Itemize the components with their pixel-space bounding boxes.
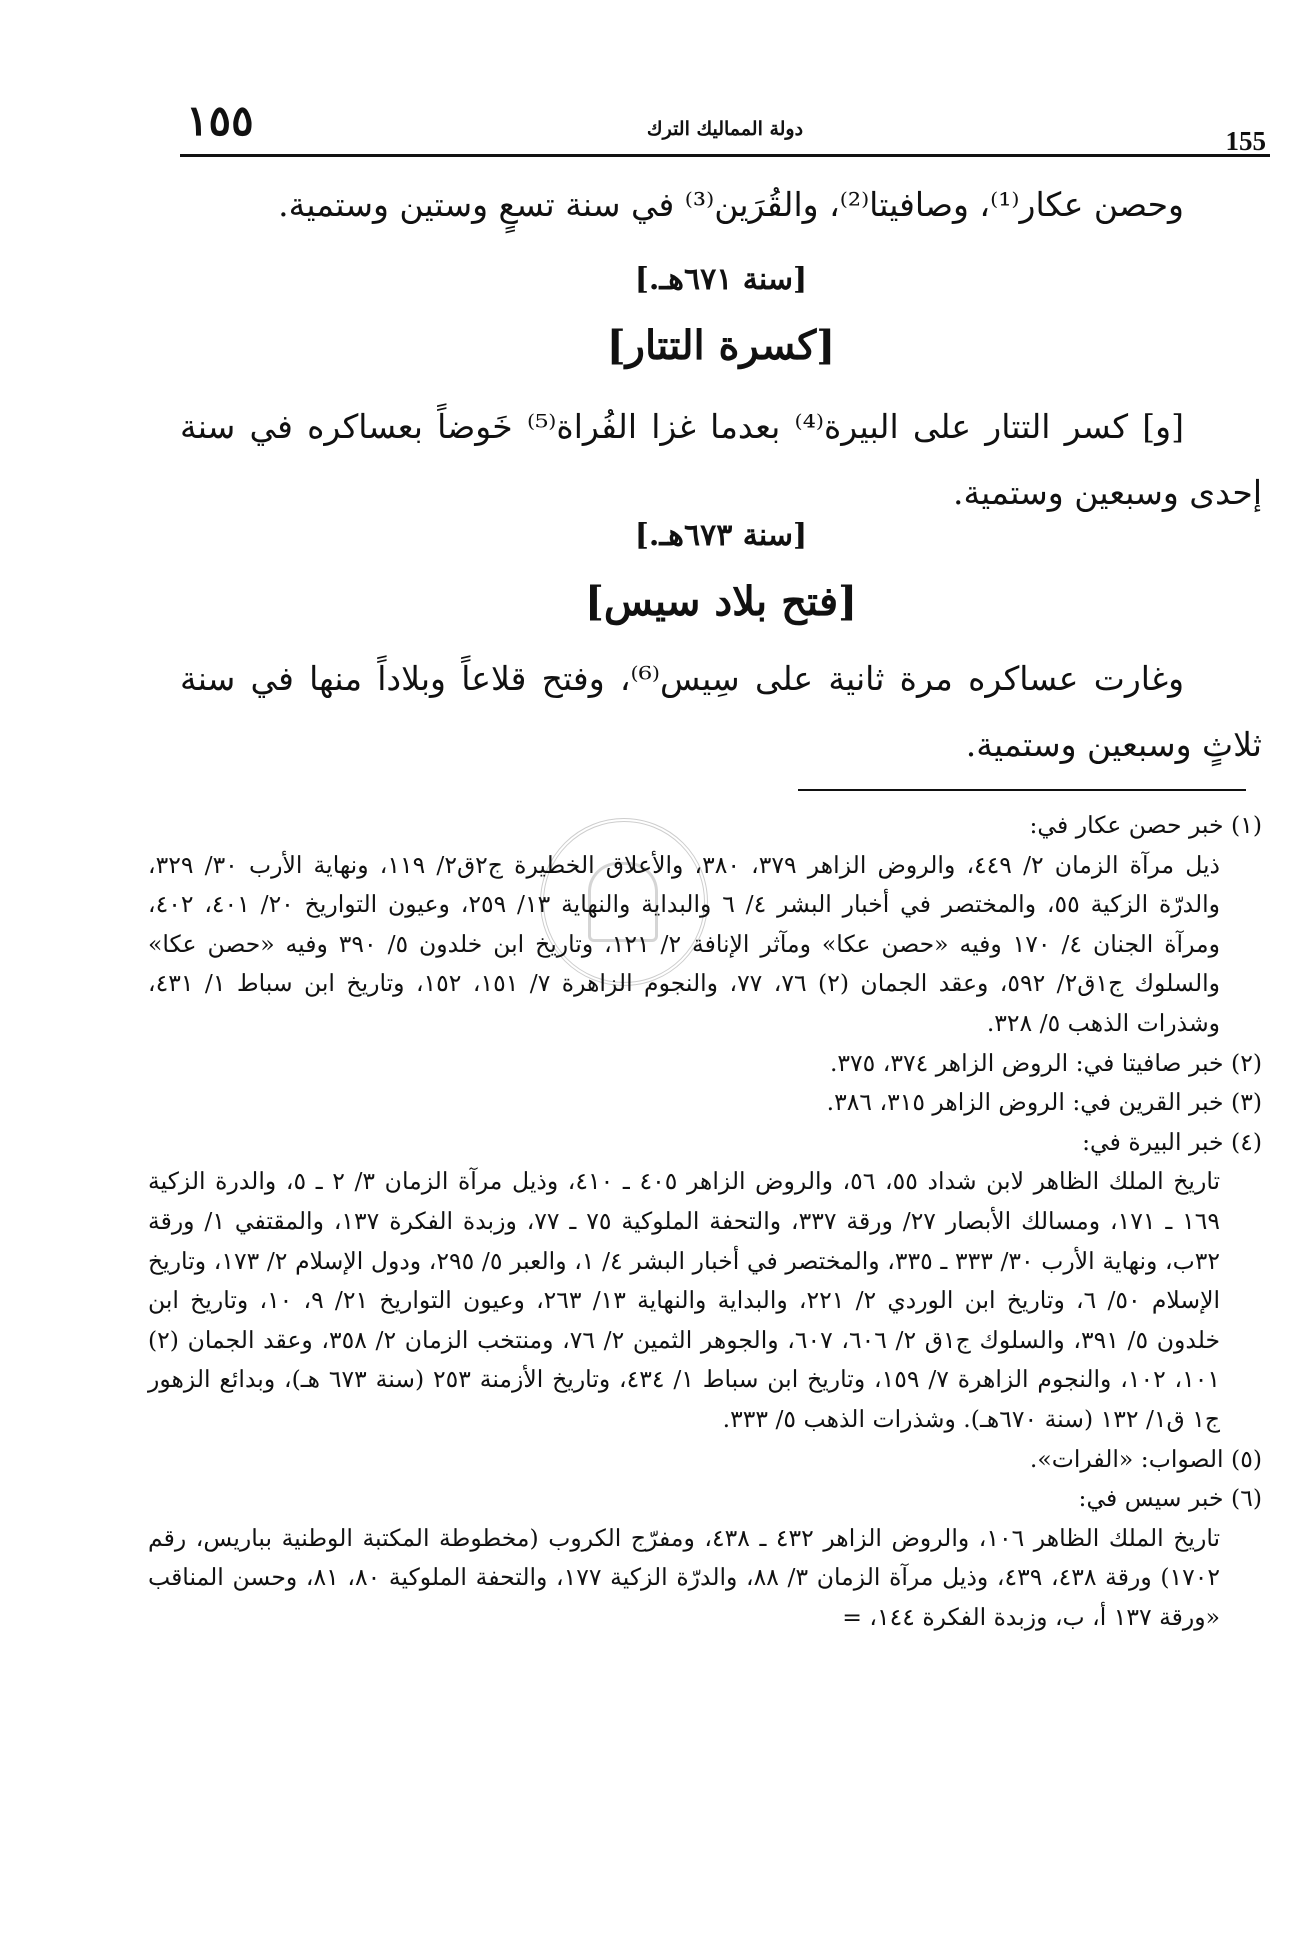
footnote-1-label: (١) خبر حصن عكار في:	[1029, 811, 1262, 839]
footnote-5: (٥) الصواب: «الفرات».	[1029, 1444, 1262, 1473]
footnotes	[148, 806, 1268, 1637]
footnote-3: (٣) خبر القرين في: الروض الزاهر ٣١٥، ٣٨٦.	[826, 1088, 1262, 1117]
running-title: دولة المماليك الترك	[646, 118, 804, 140]
footnote-4-text: تاريخ الملك الظاهر لابن شداد ٥٥، ٥٦، والروض الزاهر ٤٠٥ ـ ٤١٠، وذيل مرآة الزمان ٣/ ٢ ـ ٥، والدرة الزكية ١٦٩ ـ ١٧١، ومسالك الأبصار ٢٧/ ورقة ٣٣٧، والتحفة الملوكية ٧٥ ـ ٧٧، وزبدة الفكرة ١٣٧، والمقتفي ١/ ورقة ٣٢ب، ونهاية الأرب ٣٠/ ٣٣٣ ـ ٣٣٥، والمختصر في أخبار البشر ٤/ ١، والعبر ٥/ ٢٩٥، ودول الإسلام ٢/ ١٧٣، وتاريخ الإسلام ٥٠/ ٦، وتاريخ ابن الوردي ٢/ ٢٢١، والبداية والنهاية ١٣/ ٢٦٣، وعيون التواريخ ٢١/ ٩، ١٠، وتاريخ ابن خلدون ٥/ ٣٩١، والسلوك ج١ق ٢/ ٦٠٦، ٦٠٧، والجوهر الثمين ٢/ ٧٦، ومنتخب الزمان ٢/ ٣٥٨، وعقد الجمان (٢) ١٠١، ١٠٢، والنجوم الزاهرة ٧/ ١٥٩، وتاريخ ابن سباط ١/ ٤٣٤، وتاريخ الأزمنة ٢٥٣ (سنة ٦٧٣ هـ)، وبدائع الزهور ج١ ق١/ ١٣٢ (سنة ٦٧٠هـ). وشذرات الذهب ٥/ ٣٣٣.	[148, 1167, 1221, 1433]
year-heading-673: [سنة ٦٧٣هـ.]	[634, 518, 808, 553]
footnote-6-label: (٦) خبر سيس في:	[1078, 1484, 1262, 1513]
section-heading-tatar-defeat: [كسرة التتار]	[606, 322, 836, 369]
year-heading-671: [سنة ٦٧١هـ.]	[634, 262, 808, 297]
footnote-2: (٢) خبر صافيتا في: الروض الزاهر ٣٧٤، ٣٧٥.	[829, 1048, 1262, 1077]
footnote-4-label: (٤) خبر البيرة في:	[1082, 1127, 1262, 1156]
paragraph-2: [و] كسر التتار على البيرة⁽⁴⁾ بعدما غزا الفُراة⁽⁵⁾ خَوضاً بعساكره في سنة إحدى وسبعين وستمية.	[180, 407, 1262, 512]
footnote-1-text: ذيل مرآة الزمان ٢/ ٤٤٩، والروض الزاهر ٣٧٩، ٣٨٠، والأعلاق الخطيرة ج٢ق٢/ ١١٩، ونهاية الأرب ٣٠/ ٣٢٩، والدرّة الزكية ٥٥، والمختصر في أخبار البشر ٤/ ٦ والبداية والنهاية ١٣/ ٢٥٩، وعيون التواريخ ٢٠/ ٤٠١، ٤٠٢، ومرآة الجنان ٤/ ١٧٠ وفيه «حصن عكا» ومآثر الإنافة ٢/ ١٢١، وتاريخ ابن خلدون ٥/ ٣٩٠ وفيه «حصن عكا» والسلوك ج١ق٢/ ٥٩٢، وعقد الجمان (٢) ٧٦، ٧٧، والنجوم الزاهرة ٧/ ١٥١، ١٥٢، وتاريخ ابن سباط ١/ ٤٣١، وشذرات الذهب ٥/ ٣٢٨.	[148, 850, 1221, 1037]
footnote-separator	[798, 789, 1246, 791]
page-number-arabic: ١٥٥	[186, 96, 254, 145]
page-number-latin: 155	[1225, 126, 1266, 156]
paragraph-3: وغارت عساكره مرة ثانية على سِيس⁽⁶⁾، وفتح قلاعاً وبلاداً منها في سنة ثلاثٍ وسبعين وستمية.	[180, 659, 1262, 764]
paragraph-1: وحصن عكار⁽¹⁾، وصافيتا⁽²⁾، والقُرَين⁽³⁾ في سنة تسعٍ وستين وستمية.	[278, 185, 1184, 224]
footnote-6-text: تاريخ الملك الظاهر ١٠٦، والروض الزاهر ٤٣٢ ـ ٤٣٨، ومفرّج الكروب (مخطوطة المكتبة الوطنية بباريس، رقم ١٧٠٢) ورقة ٤٣٨، ٤٣٩، وذيل مرآة الزمان ٣/ ٨٨، والدرّة الزكية ١٧٧، والتحفة الملوكية ٨٠، ٨١، وحسن المناقب «ورقة ١٣٧ أ، ب، وزبدة الفكرة ١٤٤، =	[148, 1523, 1221, 1631]
section-heading-sis-conquest: [فتح بلاد سيس]	[584, 578, 858, 625]
page-header	[180, 96, 1270, 157]
